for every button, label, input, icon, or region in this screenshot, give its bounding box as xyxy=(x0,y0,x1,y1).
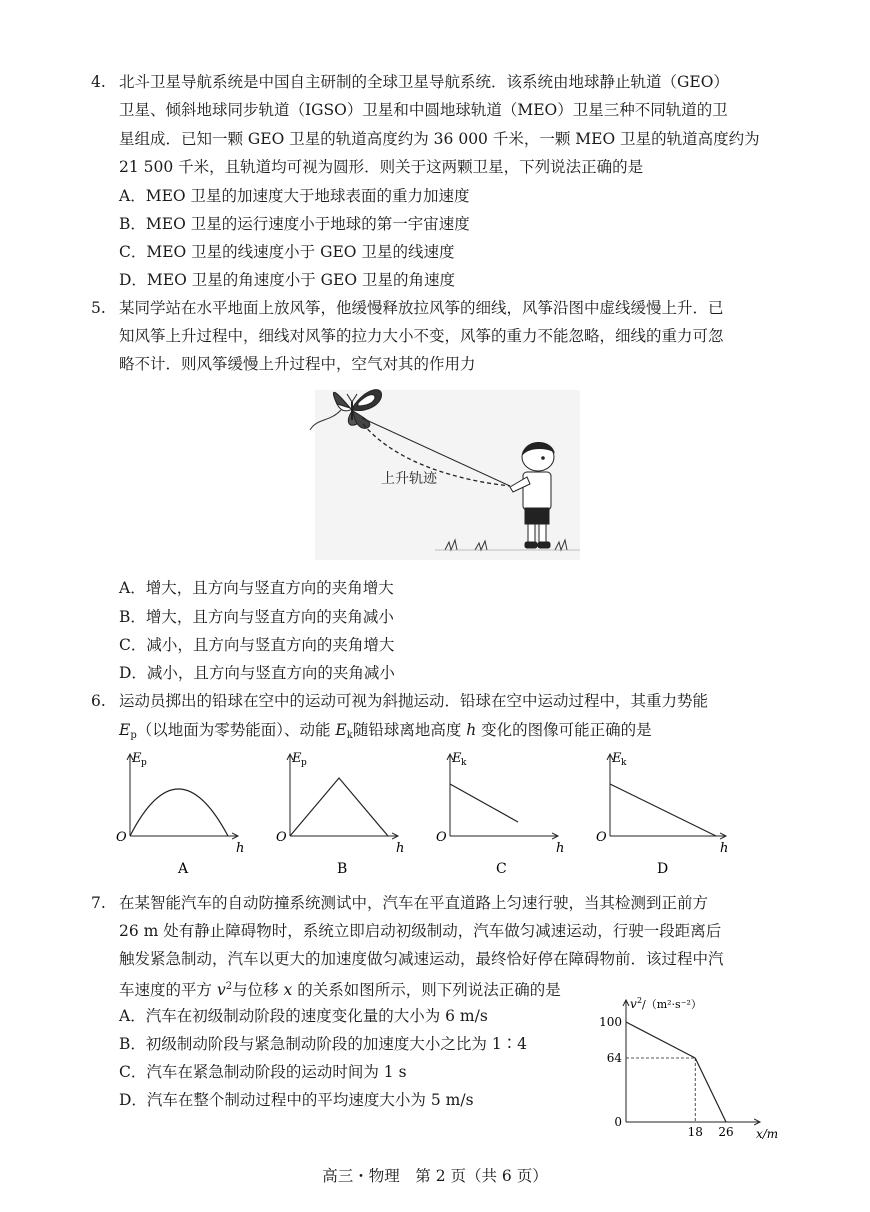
q6c-y-sub: k xyxy=(461,758,467,768)
q6c-x-label: h xyxy=(556,841,565,856)
q5-line-2: 知风筝上升过程中，细线对风筝的拉力大小不变，风筝的重力不能忽略，细线的重力可忽 xyxy=(119,327,724,345)
q7-y-label-sup: 2 xyxy=(637,996,643,1005)
ek-symbol: E xyxy=(335,721,347,739)
q6d-curve xyxy=(610,784,716,836)
q7-y-tick-100: 100 xyxy=(599,1015,622,1029)
q6b-y-label: E xyxy=(292,751,302,766)
q5-option-d[interactable]: D．减小，且方向与竖直方向的夹角减小 xyxy=(119,664,395,682)
q6-graph-d[interactable] xyxy=(588,748,738,878)
v-symbol: v xyxy=(216,981,226,999)
q6a-origin: O xyxy=(116,830,127,845)
q7-x-label: x/m xyxy=(756,1127,779,1141)
ascent-trajectory-label: 上升轨迹 xyxy=(381,471,437,487)
q7-line-2: 26 m 处有静止障碍物时，系统立即启动初级制动，汽车做匀减速运动，行驶一段距离后 xyxy=(119,922,722,940)
q7-segment-2 xyxy=(695,1058,726,1122)
v-superscript: 2 xyxy=(225,981,233,992)
q7-line-4-c: 的关系如图所示，则下列说法正确的是 xyxy=(292,981,561,999)
q7-line-4-b: 与位移 xyxy=(232,981,284,999)
q4-line-3: 星组成．已知一颗 GEO 卫星的轨道高度约为 36 000 千米，一颗 MEO 卫星的轨道高度约为 xyxy=(119,130,760,148)
q6-line-2-mid: （以地面为零势能面）、动能 xyxy=(136,721,336,739)
q7-y-label-v: v xyxy=(630,997,637,1011)
q4-option-a[interactable]: A．MEO 卫星的加速度大于地球表面的重力加速度 xyxy=(119,187,470,205)
q7-line-1: 在某智能汽车的自动防撞系统测试中，汽车在平直道路上匀速行驶，当其检测到正前方 xyxy=(119,894,709,912)
q5-number: 5. xyxy=(91,299,106,317)
q6b-origin: O xyxy=(276,830,287,845)
q6a-curve xyxy=(130,789,228,836)
q7-y-label-unit: /（m²·s⁻²） xyxy=(642,998,702,1011)
q6d-y-label: E xyxy=(612,751,622,766)
q6c-caption: C xyxy=(496,861,507,877)
q6a-y-sub: p xyxy=(141,758,147,768)
q7-option-d[interactable]: D．汽车在整个制动过程中的平均速度大小为 5 m/s xyxy=(119,1091,474,1109)
kite-figure xyxy=(305,382,590,567)
q5-line-1: 某同学站在水平地面上放风筝，他缓慢释放拉风筝的细线，风筝沿图中虚线缓慢上升．已 xyxy=(119,299,724,317)
q7-number: 7. xyxy=(91,894,106,912)
q6a-y-label: E xyxy=(132,751,142,766)
q4-option-c[interactable]: C．MEO 卫星的线速度小于 GEO 卫星的线速度 xyxy=(119,243,455,261)
q7-x-tick-26: 26 xyxy=(718,1125,734,1139)
q6d-y-sub: k xyxy=(621,758,627,768)
q6c-origin: O xyxy=(436,830,447,845)
q7-line-4-a: 车速度的平方 xyxy=(119,981,217,999)
q5-option-c[interactable]: C．减小，且方向与竖直方向的夹角增大 xyxy=(119,636,395,654)
q7-segment-1 xyxy=(626,1022,695,1058)
q6-line-1: 运动员掷出的铅球在空中的运动可视为斜抛运动．铅球在空中运动过程中，其重力势能 xyxy=(119,692,709,710)
q4-line-1: 北斗卫星导航系统是中国自主研制的全球卫星导航系统．该系统由地球静止轨道（GEO） xyxy=(119,73,729,91)
q5-option-b[interactable]: B．增大，且方向与竖直方向的夹角减小 xyxy=(119,608,394,626)
q6d-origin: O xyxy=(596,830,607,845)
q6a-x-label: h xyxy=(236,841,245,856)
q4-line-2: 卫星、倾斜地球同步轨道（IGSO）卫星和中圆地球轨道（MEO）卫星三种不同轨道的卫 xyxy=(119,101,728,119)
q6c-y-label: E xyxy=(452,751,462,766)
q6-line-2-tail: 随铅球离地高度 xyxy=(352,721,467,739)
q5-option-a[interactable]: A．增大，且方向与竖直方向的夹角增大 xyxy=(119,579,394,597)
ep-subscript: p xyxy=(130,730,137,741)
x-symbol: x xyxy=(283,981,293,999)
q6a-caption: A xyxy=(178,861,189,877)
q4-option-d[interactable]: D．MEO 卫星的角速度小于 GEO 卫星的角速度 xyxy=(119,271,456,289)
q6d-caption: D xyxy=(657,861,669,877)
q7-graph xyxy=(590,992,785,1142)
q6b-caption: B xyxy=(337,861,348,877)
q6-graph-a[interactable] xyxy=(108,748,248,878)
q6b-y-sub: p xyxy=(301,758,307,768)
h-symbol: h xyxy=(466,721,477,739)
ek-subscript: k xyxy=(346,730,353,741)
q6d-x-label: h xyxy=(720,841,729,856)
q7-line-4 xyxy=(119,977,561,1000)
q7-option-a[interactable]: A．汽车在初级制动阶段的速度变化量的大小为 6 m/s xyxy=(119,1007,488,1025)
q7-line-3: 触发紧急制动，汽车以更大的加速度做匀减速运动，最终恰好停在障碍物前．该过程中汽 xyxy=(119,950,724,968)
q5-line-3: 略不计．则风筝缓慢上升过程中，空气对其的作用力 xyxy=(119,355,476,373)
q6b-curve xyxy=(290,778,388,836)
q6c-curve xyxy=(450,784,518,822)
q7-y-tick-64: 64 xyxy=(606,1051,622,1065)
page-footer: 高三・物理 第 2 页（共 6 页） xyxy=(322,1167,548,1185)
q7-x-tick-18: 18 xyxy=(687,1125,703,1139)
q6b-x-label: h xyxy=(396,841,405,856)
q6-line-2-end: 变化的图像可能正确的是 xyxy=(476,721,652,739)
q7-option-c[interactable]: C．汽车在紧急制动阶段的运动时间为 1 s xyxy=(119,1063,407,1081)
q4-line-4: 21 500 千米，且轨道均可视为圆形．则关于这两颗卫星，下列说法正确的是 xyxy=(119,158,644,176)
ep-symbol: E xyxy=(119,721,131,739)
q7-y-tick-0: 0 xyxy=(614,1115,622,1129)
q6-graph-c[interactable] xyxy=(428,748,568,878)
q6-line-2 xyxy=(119,720,652,746)
q6-graph-b[interactable] xyxy=(268,748,408,878)
q4-number: 4. xyxy=(91,73,106,91)
q4-option-b[interactable]: B．MEO 卫星的运行速度小于地球的第一宇宙速度 xyxy=(119,215,470,233)
q6-number: 6. xyxy=(91,692,106,710)
q7-option-b[interactable]: B．初级制动阶段与紧急制动阶段的加速度大小之比为 1∶4 xyxy=(119,1035,528,1053)
